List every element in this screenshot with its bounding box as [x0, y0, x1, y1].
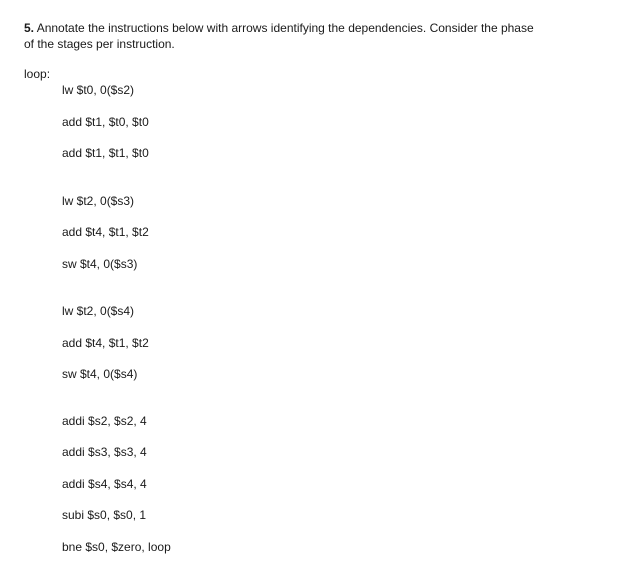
instruction-line: add $t1, $t1, $t0: [62, 146, 149, 160]
instruction-line: sw $t4, 0($s4): [62, 367, 138, 381]
instruction-line: lw $t2, 0($s3): [62, 194, 135, 208]
question-number: 5.: [24, 21, 35, 35]
loop-label: loop:: [24, 67, 51, 81]
instruction-line: addi $s2, $s2, 4: [62, 414, 147, 428]
question-text: [24, 20, 544, 52]
instruction-line: subi $s0, $s0, 1: [62, 508, 147, 522]
instruction-line: lw $t2, 0($s4): [62, 304, 135, 318]
instruction-line: add $t4, $t1, $t2: [62, 336, 149, 350]
instruction-line: add $t4, $t1, $t2: [62, 225, 149, 239]
question-body: Annotate the instructions below with arrows identifying the dependencies. Consider the phase of the stages per instruction.: [24, 21, 534, 51]
instruction-line: addi $s3, $s3, 4: [62, 445, 147, 459]
instruction-line: lw $t0, 0($s2): [62, 83, 135, 97]
instruction-line: add $t1, $t0, $t0: [62, 115, 149, 129]
instruction-line: sw $t4, 0($s3): [62, 257, 138, 271]
instruction-line: addi $s4, $s4, 4: [62, 477, 147, 491]
instruction-line: bne $s0, $zero, loop: [62, 540, 171, 554]
